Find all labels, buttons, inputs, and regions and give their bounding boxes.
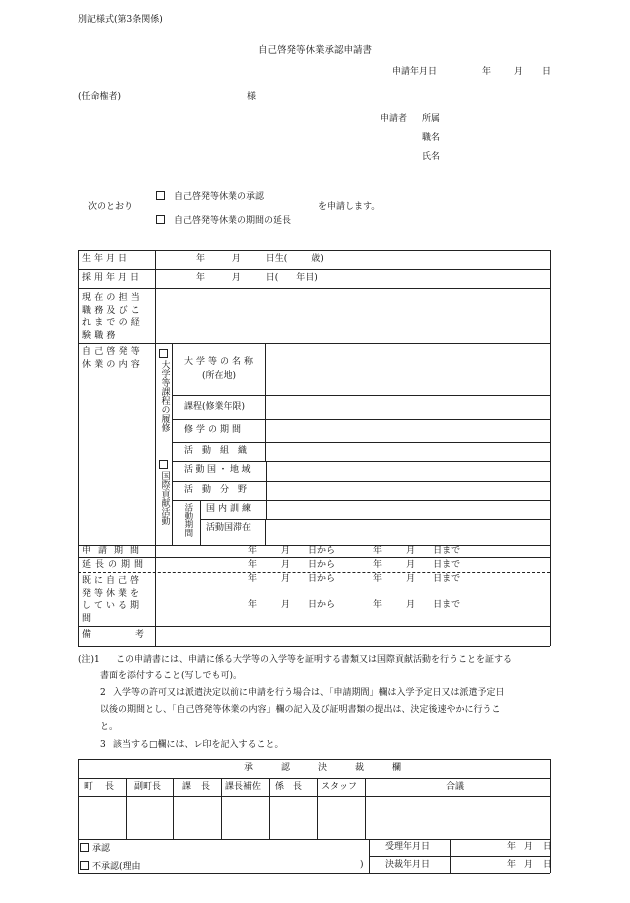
hire-label: 採用年月日 [82, 273, 143, 283]
date-year[interactable]: 年 [482, 67, 492, 77]
leave-content-label: 自己啓発等休業の内容 [82, 347, 144, 370]
birth-value[interactable]: 年 月 日生( 歳) [196, 254, 324, 264]
checkbox-icon[interactable] [80, 843, 89, 852]
note-1-line-2: 書面を添付すること(写しでも可)。 [100, 671, 243, 681]
extend-period-label: 延長の期間 [82, 560, 148, 570]
page-title: 自己啓発等休業承認申請書 [258, 45, 373, 56]
sign-cell-section-chief[interactable] [174, 797, 220, 838]
col-section-chief: 課長 [182, 782, 221, 792]
request-suffix: を申請します。 [318, 202, 381, 212]
note-2-line-2: 以後の期間とし、「自己啓発等休業の内容」欄の記入及び証明書類の提出は、決定後速やかに行うこ [100, 705, 501, 715]
affiliation-label[interactable]: 所属 [422, 114, 441, 124]
reason-close-paren: ) [360, 860, 364, 870]
univ-location-label: (所在地) [202, 371, 237, 381]
date-month[interactable]: 月 [514, 67, 524, 77]
already-label: 既に自己啓発等休業をしている期間 [82, 576, 143, 624]
form-label: 別記様式(第3条関係) [78, 15, 163, 25]
already-period-value-2[interactable]: 年 月 日から 年 月 日まで [248, 600, 461, 610]
activity-period-label: 活動期間 [182, 503, 193, 537]
stay-label: 活動国滞在 [206, 523, 252, 533]
birth-label: 生年月日 [82, 254, 131, 264]
note-2-line-1: 入学等の許可又は派遣決定以前に申請を行う場合は、「申請期間」欄は入学予定日又は派遣予定日 [113, 688, 505, 698]
request-prefix: 次のとおり [88, 202, 134, 212]
council-label: 合議 [446, 782, 465, 792]
university-group-label: 大学等課程の履修 [159, 360, 170, 432]
sign-cell-council[interactable] [366, 797, 549, 838]
sign-cell-assistant-chief[interactable] [222, 797, 268, 838]
decision-date-label: 決裁年月日 [385, 860, 431, 870]
not-approved-option[interactable]: 不承認(理由 [80, 861, 141, 872]
option-extension[interactable]: 自己啓発等休業の期間の延長 [156, 215, 291, 226]
col-subsection-chief: 係長 [275, 782, 312, 792]
position-label[interactable]: 職名 [422, 133, 441, 143]
remarks-label: 備考 [82, 630, 189, 640]
duties-label: 現在の担当職務及びこれまでの経験職務 [82, 293, 144, 341]
field-label: 活動分野 [184, 485, 257, 495]
apply-period-value[interactable]: 年 月 日から 年 月 日まで [248, 546, 461, 556]
university-checkbox-icon[interactable] [159, 349, 168, 358]
received-date-label: 受理年月日 [385, 842, 431, 852]
option-approval[interactable]: 自己啓発等休業の承認 [156, 191, 264, 202]
sign-cell-deputy-mayor[interactable] [127, 797, 172, 838]
domestic-training-label: 国内訓練 [206, 504, 255, 514]
study-period-label: 修学の期間 [184, 425, 245, 435]
checkbox-icon[interactable] [156, 215, 165, 224]
apply-period-label: 申請期間 [82, 546, 147, 556]
date-label: 申請年月日 [392, 67, 438, 77]
sign-cell-subsection-chief[interactable] [270, 797, 316, 838]
appointer-label: (任命権者) [78, 92, 122, 102]
received-date-value[interactable]: 年 月 日 [507, 842, 553, 852]
honorific: 様 [247, 92, 257, 102]
note-2-num: 2 [100, 688, 106, 698]
note-1-line-1: この申請書には、申請に係る大学等の入学等を証明する書類又は国際貢献活動を行うことを証する [116, 655, 513, 665]
note-3-line-1: 該当する□欄には、レ印を記入すること。 [113, 740, 284, 750]
extend-period-value[interactable]: 年 月 日から 年 月 日まで [248, 560, 461, 570]
org-label: 活動組織 [184, 446, 257, 456]
intl-group-label: 国際貢献活動 [159, 471, 170, 525]
name-label[interactable]: 氏名 [422, 152, 441, 162]
date-day[interactable]: 日 [542, 67, 552, 77]
univ-name-label: 大学等の名称 [184, 357, 257, 367]
applicant-label: 申請者 [380, 114, 408, 124]
course-label: 課程(修業年限) [184, 402, 246, 412]
sign-cell-mayor[interactable] [79, 797, 125, 838]
col-assistant-chief: 課長補佐 [225, 782, 262, 792]
col-staff: スタッフ [321, 782, 358, 792]
approval-title: 承認決裁欄 [244, 763, 430, 773]
already-period-value-1[interactable]: 年 月 日から 年 月 日まで [248, 574, 461, 584]
note-1-num: (注)1 [78, 655, 100, 665]
col-deputy-mayor: 副町長 [134, 782, 162, 792]
checkbox-icon[interactable] [156, 191, 165, 200]
note-3-num: 3 [100, 740, 106, 750]
intl-checkbox-icon[interactable] [159, 460, 168, 469]
hire-value[interactable]: 年 月 日( 年目) [196, 273, 318, 283]
checkbox-icon[interactable] [80, 861, 89, 870]
approved-option[interactable]: 承認 [80, 843, 110, 854]
country-label: 活動国・地域 [184, 465, 254, 475]
col-mayor: 町長 [84, 782, 127, 792]
decision-date-value[interactable]: 年 月 日 [507, 860, 553, 870]
note-2-line-3: と。 [100, 722, 119, 732]
sign-cell-staff[interactable] [318, 797, 364, 838]
